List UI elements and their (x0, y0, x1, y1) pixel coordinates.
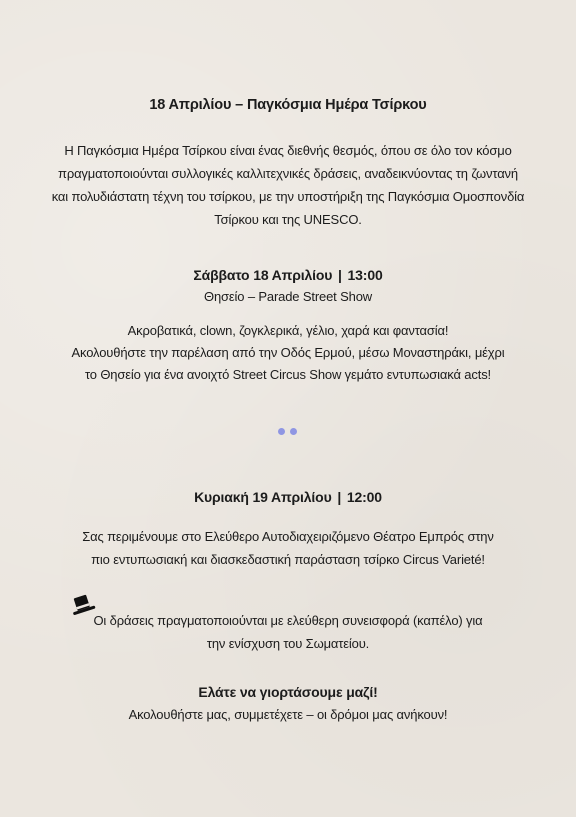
event-sunday-line: πιο εντυπωσιακή και διασκεδαστική παράσταση τσίρκο Circus Varieté! (91, 552, 485, 567)
closing-headline: Ελάτε να γιορτάσουμε μαζί! (198, 684, 378, 700)
event-saturday-line: Ακροβατικά, clown, ζογκλερικά, γέλιο, χαρά και φαντασία! (127, 323, 449, 338)
event-saturday-separator: | (338, 267, 342, 283)
event-sunday-line: Σας περιμένουμε στο Ελεύθερο Αυτοδιαχειριζόμενο Θέατρο Εμπρός στην (82, 529, 494, 544)
note-line: Οι δράσεις πραγματοποιούνται με ελεύθερη συνεισφορά (καπέλο) για (93, 613, 483, 628)
event-sunday-heading (0, 488, 576, 506)
event-saturday-line: το Θησείο για ένα ανοιχτό Street Circus Show γεμάτο εντυπωσιακά acts! (85, 367, 491, 382)
note-line: την ενίσχυση του Σωματείου. (206, 636, 370, 651)
event-sunday-day: Κυριακή 19 Απριλίου (194, 489, 332, 505)
event-sunday-time: 12:00 (346, 489, 382, 505)
event-saturday-subtitle: Θησείο – Parade Street Show (203, 289, 373, 304)
intro-line: Τσίρκου και της UNESCO. (214, 212, 362, 227)
intro-line: πραγματοποιούνται συλλογικές καλλιτεχνικές δράσεις, αναδεικνύοντας τη ζωντανή (58, 166, 518, 181)
divider-dot (278, 428, 285, 435)
event-saturday-heading (0, 266, 576, 284)
divider-dot (290, 428, 297, 435)
intro-line: και πολυδιάστατη τέχνη του τσίρκου, με την υποστήριξη της Παγκόσμια Ομοσπονδία (51, 189, 525, 204)
intro-line: Η Παγκόσμια Ημέρα Τσίρκου είναι ένας διεθνής θεσμός, όπου σε όλο τον κόσμο (64, 143, 512, 158)
section-divider-dots (278, 428, 300, 436)
event-saturday-day: Σάββατο 18 Απριλίου (193, 267, 333, 283)
event-saturday-line: Ακολουθήστε την παρέλαση από την Οδός Ερμού, μέσω Μοναστηράκι, μέχρι (71, 345, 505, 360)
event-sunday-separator: | (337, 489, 342, 505)
event-saturday-time: 13:00 (347, 267, 383, 283)
closing-line: Ακολουθήστε μας, συμμετέχετε – οι δρόμοι μας ανήκουν! (128, 707, 448, 722)
title-emphasis: Τσίρκου (372, 97, 427, 113)
title-date: 18 Απριλίου – Παγκόσμια Ημέρα (149, 97, 373, 113)
page-title (0, 96, 576, 114)
